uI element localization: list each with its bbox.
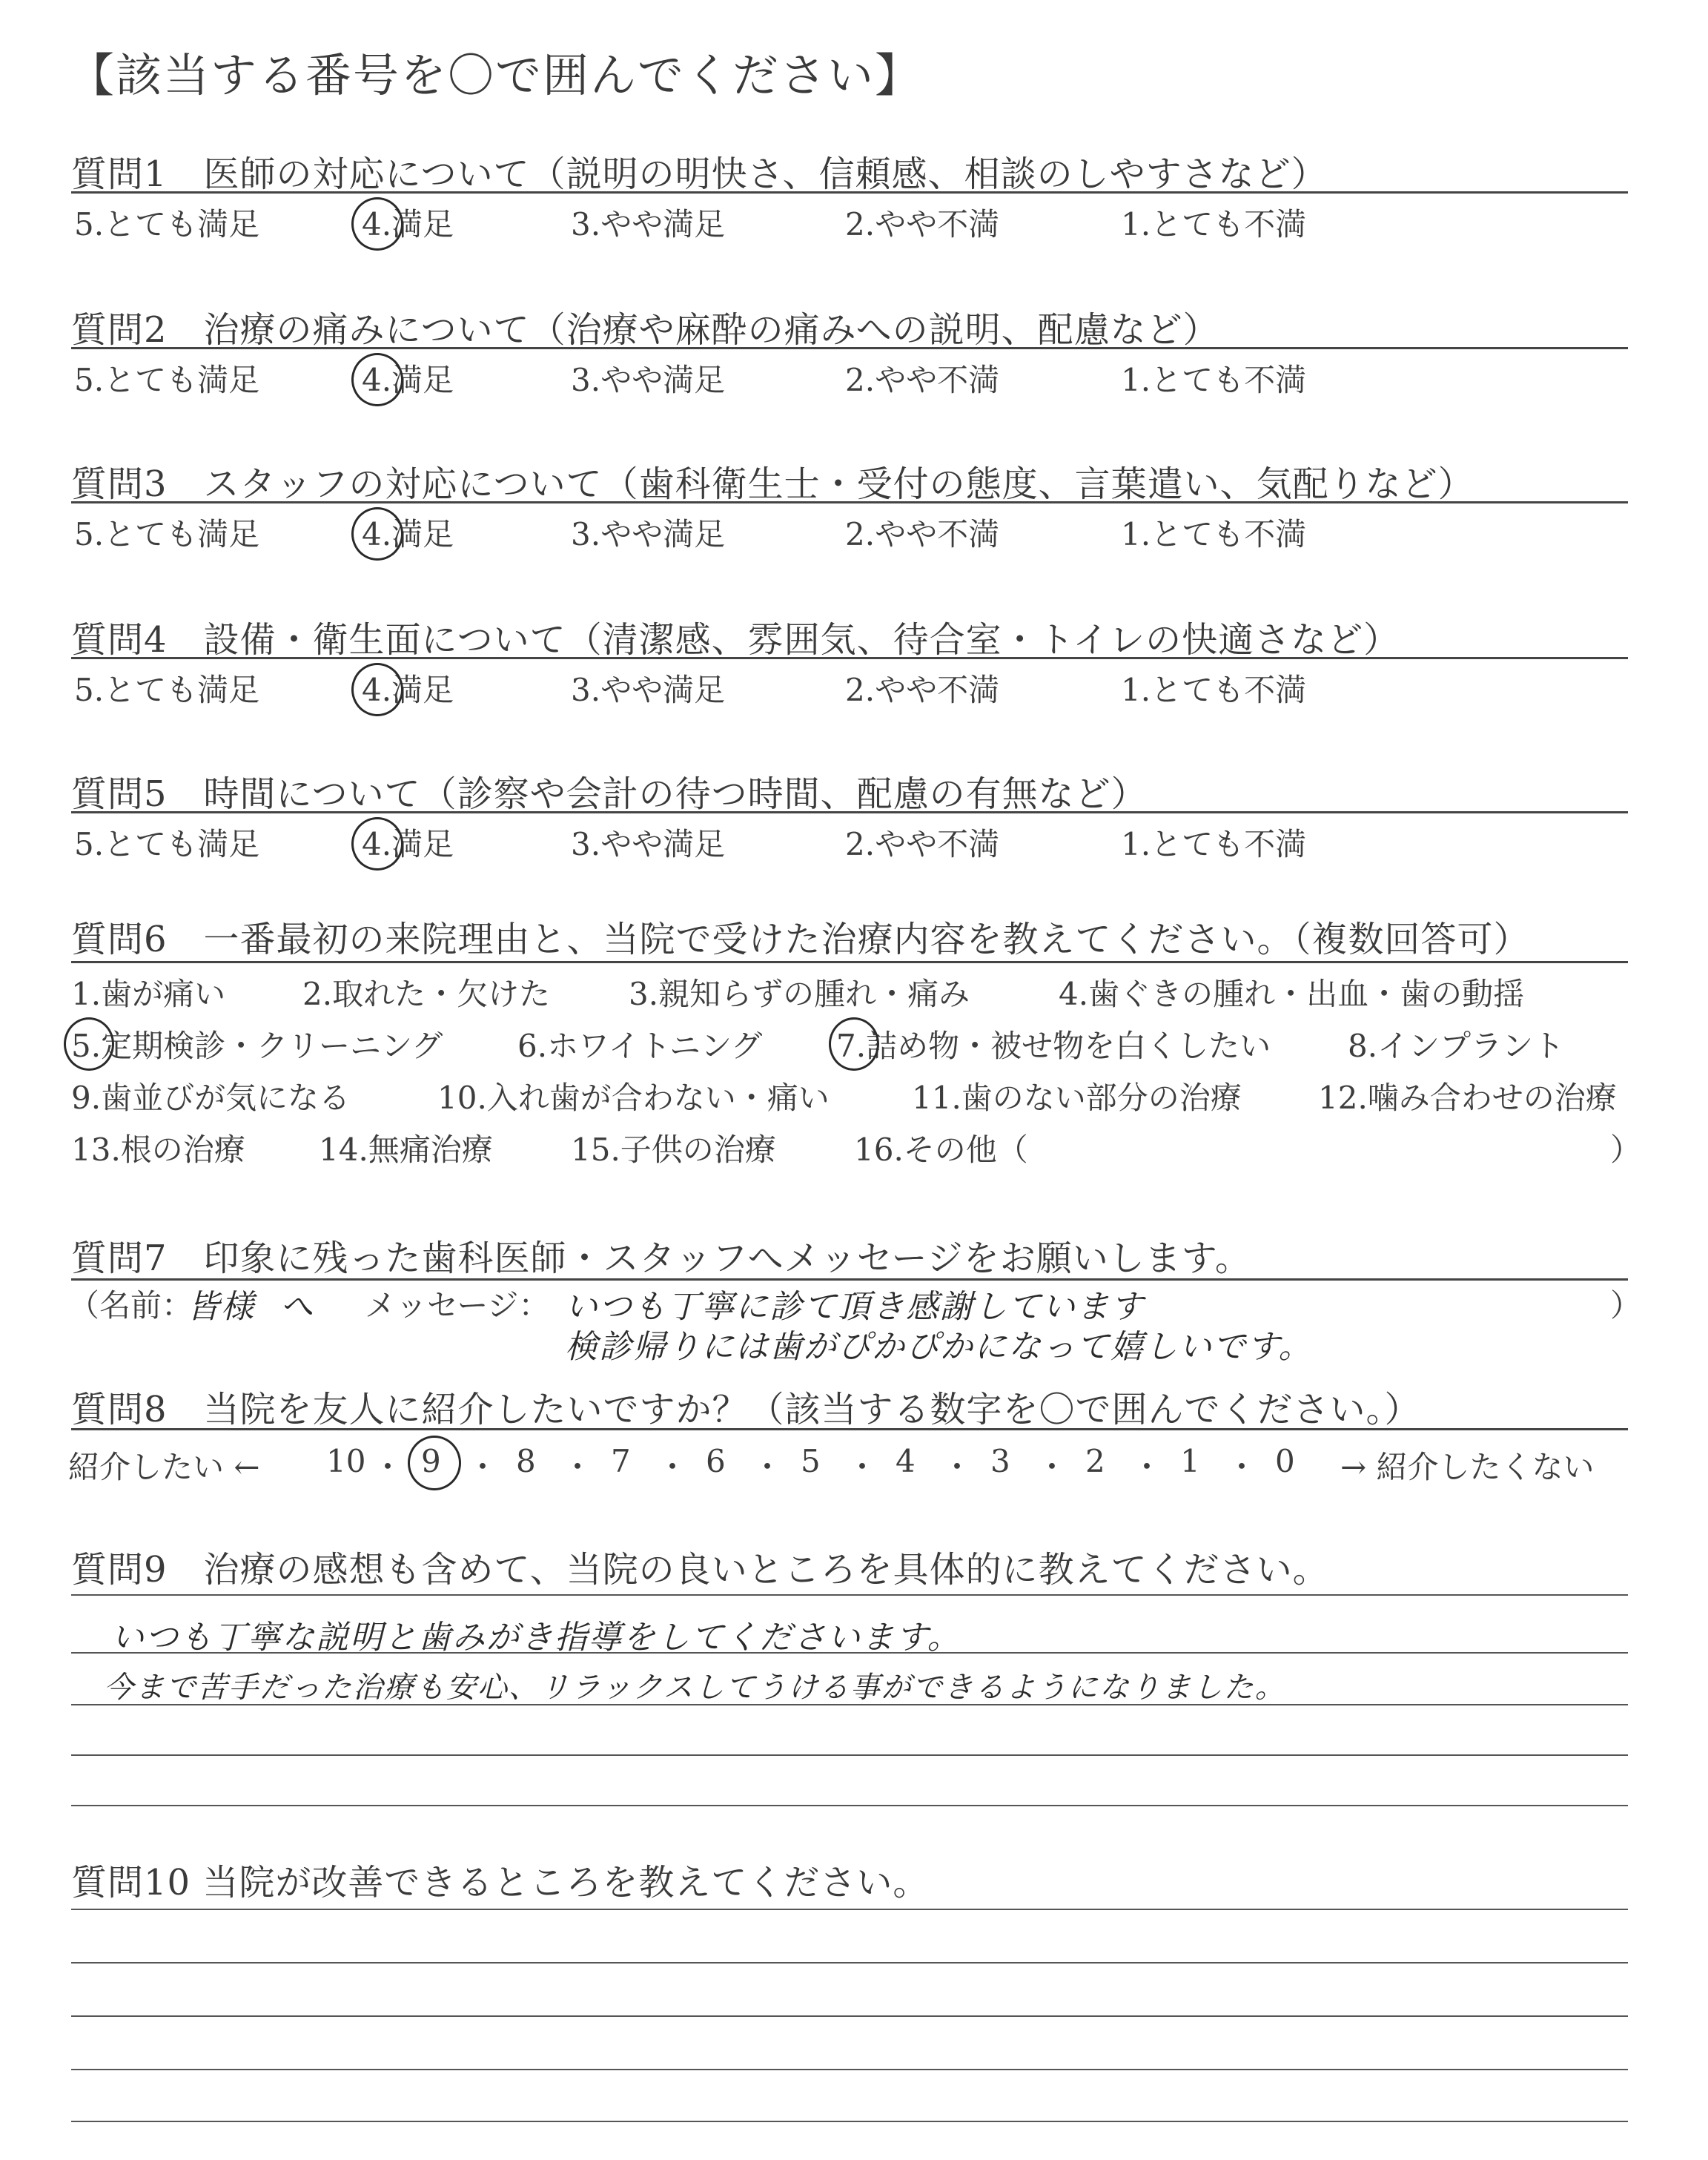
q6-option-4[interactable]: 4.歯ぐきの腫れ・出血・歯の動揺: [1059, 976, 1525, 1012]
q6-option-16[interactable]: 16.その他（: [854, 1132, 1028, 1168]
q8-scale-2[interactable]: 2: [1085, 1443, 1105, 1479]
q6-option-9[interactable]: 9.歯並びが気になる: [71, 1080, 351, 1116]
q5-title: 質問5 時間について（診察や会計の待つ時間、配慮の有無など）: [71, 773, 1148, 815]
q8-separator: ・: [1036, 1449, 1068, 1485]
q7-name-label: （名前：: [68, 1287, 193, 1324]
q3-title: 質問3 スタッフの対応について（歯科衛生士・受付の態度、言葉遣い、気配りなど）: [71, 463, 1474, 505]
q4-rule: [71, 657, 1628, 659]
q10-answer-line: [71, 1909, 1628, 1910]
q6-selection-circle: [829, 1017, 879, 1071]
q5-option-2[interactable]: 2.やや不満: [845, 826, 1000, 862]
q9-answer-line: [71, 1805, 1628, 1806]
q4-title: 質問4 設備・衛生面について（清潔感、雰囲気、待合室・トイレの快適さなど）: [71, 619, 1400, 661]
q3-option-3[interactable]: 3.やや満足: [571, 516, 726, 552]
q8-separator: ・: [941, 1449, 973, 1485]
q6-option-14[interactable]: 14.無痛治療: [319, 1132, 493, 1168]
q9-answer-line: [71, 1652, 1628, 1654]
q6-option-8[interactable]: 8.インプラント: [1348, 1028, 1565, 1064]
q5-selection-circle: [351, 817, 403, 871]
q5-rule: [71, 811, 1628, 813]
q1-option-3[interactable]: 3.やや満足: [571, 206, 726, 242]
q1-option-5[interactable]: 5.とても満足: [74, 206, 260, 242]
q7-message-line1: いつも丁寧に診て頂き感謝しています: [565, 1288, 1145, 1326]
q8-separator: ・: [657, 1449, 689, 1485]
q6-option-13[interactable]: 13.根の治療: [71, 1132, 245, 1168]
q4-option-2[interactable]: 2.やや不満: [845, 672, 1000, 708]
q2-title: 質問2 治療の痛みについて（治療や麻酔の痛みへの説明、配慮など）: [71, 309, 1219, 351]
q8-right-label: → 紹介したくない: [1340, 1449, 1595, 1485]
q3-option-1[interactable]: 1.とても不満: [1121, 516, 1307, 552]
q4-option-5[interactable]: 5.とても満足: [74, 672, 260, 708]
q9-title: 質問9 治療の感想も含めて、当院の良いところを具体的に教えてください。: [71, 1549, 1329, 1591]
q6-option-1[interactable]: 1.歯が痛い: [71, 976, 226, 1012]
q9-answer-line: [71, 1594, 1628, 1596]
q8-rule: [71, 1428, 1628, 1430]
q2-selection-circle: [351, 353, 403, 406]
q4-option-4[interactable]: 4.満足: [362, 672, 454, 708]
q10-answer-line: [71, 2121, 1628, 2122]
q1-option-4[interactable]: 4.満足: [362, 206, 454, 242]
q6-option-5[interactable]: 5.定期検診・クリーニング: [71, 1028, 443, 1064]
q2-rule: [71, 347, 1628, 349]
q8-scale-3[interactable]: 3: [990, 1443, 1010, 1479]
q10-answer-line: [71, 2015, 1628, 2017]
q4-selection-circle: [351, 663, 403, 716]
q2-option-4[interactable]: 4.満足: [362, 362, 454, 398]
q2-option-2[interactable]: 2.やや不満: [845, 362, 1000, 398]
q6-option-3[interactable]: 3.親知らずの腫れ・痛み: [629, 976, 970, 1012]
q8-scale-4[interactable]: 4: [896, 1443, 916, 1479]
q2-option-3[interactable]: 3.やや満足: [571, 362, 726, 398]
q8-title: 質問8 当院を友人に紹介したいですか？（該当する数字を〇で囲んでください。）: [71, 1389, 1421, 1430]
q8-scale-0[interactable]: 0: [1275, 1443, 1295, 1479]
q8-separator: ・: [847, 1449, 878, 1485]
q8-selection-circle: [408, 1436, 461, 1490]
q5-option-1[interactable]: 1.とても不満: [1121, 826, 1307, 862]
q7-message-line2: 検診帰りには歯がぴかぴかになって嬉しいです。: [565, 1328, 1313, 1366]
q4-option-1[interactable]: 1.とても不満: [1121, 672, 1307, 708]
q6-option-6[interactable]: 6.ホワイトニング: [517, 1028, 763, 1064]
q6-option-7[interactable]: 7.詰め物・被せ物を白くしたい: [836, 1028, 1271, 1064]
q1-selection-circle: [351, 197, 403, 251]
q9-answer-line2: 今まで苦手だった治療も安心、リラックスしてうける事ができるようになりました。: [104, 1671, 1286, 1705]
q8-scale-9[interactable]: 9: [421, 1443, 441, 1479]
q1-rule: [71, 191, 1628, 194]
q8-scale-5[interactable]: 5: [801, 1443, 821, 1479]
q8-scale-6[interactable]: 6: [706, 1443, 726, 1479]
q6-rule: [71, 961, 1628, 963]
q7-arrow: へ: [280, 1288, 314, 1326]
q8-scale-1[interactable]: 1: [1180, 1443, 1200, 1479]
q9-answer-line: [71, 1704, 1628, 1705]
q8-separator: ・: [372, 1449, 404, 1485]
q8-separator: ・: [752, 1449, 784, 1485]
q5-option-3[interactable]: 3.やや満足: [571, 826, 726, 862]
q8-separator: ・: [1131, 1449, 1163, 1485]
q6-close-paren: ）: [1610, 1132, 1642, 1168]
q1-title: 質問1 医師の対応について（説明の明快さ、信頼感、相談のしやすさなど）: [71, 153, 1328, 195]
q8-separator: ・: [1226, 1449, 1258, 1485]
q8-separator: ・: [467, 1449, 499, 1485]
q3-option-5[interactable]: 5.とても満足: [74, 516, 260, 552]
q3-selection-circle: [351, 507, 403, 561]
q10-title: 質問10 当院が改善できるところを教えてください。: [71, 1862, 930, 1903]
q6-option-15[interactable]: 15.子供の治療: [571, 1132, 776, 1168]
q3-option-2[interactable]: 2.やや不満: [845, 516, 1000, 552]
q10-answer-line: [71, 1962, 1628, 1964]
q8-separator: ・: [562, 1449, 594, 1485]
q2-option-5[interactable]: 5.とても満足: [74, 362, 260, 398]
q9-answer-line: [71, 1754, 1628, 1756]
q8-scale-7[interactable]: 7: [611, 1443, 631, 1479]
q3-rule: [71, 501, 1628, 503]
q6-option-2[interactable]: 2.取れた・欠けた: [302, 976, 551, 1012]
q4-option-3[interactable]: 3.やや満足: [571, 672, 726, 708]
q3-option-4[interactable]: 4.満足: [362, 516, 454, 552]
q7-title: 質問7 印象に残った歯科医師・スタッフへメッセージをお願いします。: [71, 1238, 1251, 1279]
q5-option-5[interactable]: 5.とても満足: [74, 826, 260, 862]
q6-title: 質問6 一番最初の来院理由と、当院で受けた治療内容を教えてください。（複数回答可）: [71, 919, 1530, 960]
q2-option-1[interactable]: 1.とても不満: [1121, 362, 1307, 398]
form-header: 【該当する番号を〇で囲んでください】: [68, 48, 923, 102]
q1-option-2[interactable]: 2.やや不満: [845, 206, 1000, 242]
q5-option-4[interactable]: 4.満足: [362, 826, 454, 862]
q6-option-11[interactable]: 11.歯のない部分の治療: [912, 1080, 1242, 1116]
q10-answer-line: [71, 2069, 1628, 2070]
q8-scale-10[interactable]: 10: [326, 1443, 366, 1479]
q7-message-label: メッセージ：: [365, 1287, 550, 1324]
q1-option-1[interactable]: 1.とても不満: [1121, 206, 1307, 242]
q6-option-12[interactable]: 12.噛み合わせの治療: [1318, 1080, 1617, 1116]
q8-scale-8[interactable]: 8: [516, 1443, 536, 1479]
q6-option-10[interactable]: 10.入れ歯が合わない・痛い: [437, 1080, 830, 1116]
q6-selection-circle: [64, 1017, 114, 1071]
q8-left-label: 紹介したい ←: [68, 1449, 260, 1485]
q7-name-value: 皆様: [187, 1288, 255, 1326]
q7-close-paren: ）: [1610, 1287, 1642, 1324]
q9-answer-line1: いつも丁寧な説明と歯みがき指導をしてくださいます。: [111, 1619, 961, 1657]
